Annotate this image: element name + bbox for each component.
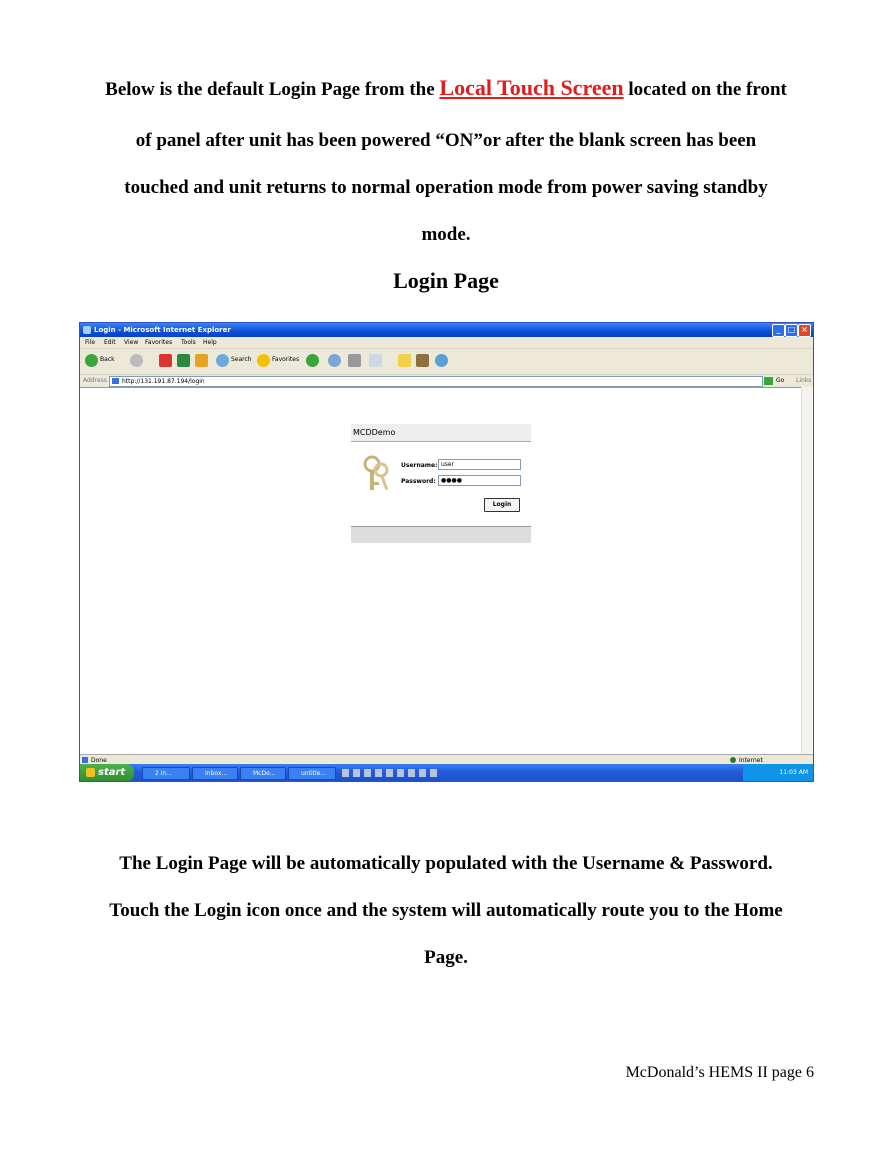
links-label[interactable]: Links <box>796 377 812 384</box>
globe-icon <box>730 757 736 763</box>
taskbar-item-inbox[interactable]: Inbox... <box>192 767 238 780</box>
outro-line-2: Touch the Login icon once and the system will automatically route you to the Home <box>109 900 783 921</box>
taskbar <box>80 764 813 782</box>
search-button[interactable]: Search <box>231 356 252 363</box>
password-label: Password: <box>401 478 436 485</box>
stop-icon[interactable] <box>159 354 172 367</box>
go-button[interactable]: Go <box>776 377 785 384</box>
edit-icon[interactable] <box>369 354 382 367</box>
menu-view[interactable]: View <box>124 339 139 346</box>
page-footer: McDonald’s HEMS II page 6 <box>625 1064 814 1081</box>
intro-line-2: of panel after unit has been powered “ON”or after the blank screen has been <box>135 130 757 151</box>
forward-icon[interactable] <box>130 354 143 367</box>
close-icon[interactable]: × <box>798 324 811 337</box>
back-icon[interactable] <box>85 354 98 367</box>
panel-title: MCDDemo <box>353 428 396 437</box>
taskbar-item-mcdo[interactable]: McDo... <box>240 767 286 780</box>
toolbar <box>80 348 813 374</box>
print-icon[interactable] <box>348 354 361 367</box>
clock: 11:03 AM <box>779 769 808 776</box>
username-field[interactable]: user <box>438 459 521 470</box>
mail-icon[interactable] <box>328 354 341 367</box>
keys-icon <box>361 454 393 494</box>
menu-tools[interactable]: Tools <box>181 339 196 346</box>
page-done-icon <box>82 757 88 763</box>
page-content <box>80 387 803 755</box>
menu-file[interactable]: File <box>85 339 96 346</box>
maximize-icon[interactable]: □ <box>785 324 798 337</box>
messenger-icon[interactable] <box>435 354 448 367</box>
password-field[interactable]: ●●●● <box>438 475 521 486</box>
window-titlebar <box>80 323 813 337</box>
panel-footer <box>351 526 531 543</box>
local-touch-screen-highlight: Local Touch Screen <box>439 75 624 100</box>
panel-header <box>351 424 531 442</box>
outro-line-3: Page. <box>424 947 468 968</box>
menu-edit[interactable]: Edit <box>104 339 116 346</box>
minimize-icon[interactable]: _ <box>772 324 785 337</box>
address-bar <box>80 374 813 387</box>
intro-paragraph <box>60 75 832 255</box>
zone-text: Internet <box>739 757 763 764</box>
page-icon <box>112 378 119 384</box>
login-panel <box>351 424 531 542</box>
intro-line-3: touched and unit returns to normal operation mode from power saving standby <box>124 177 768 198</box>
vertical-scrollbar[interactable] <box>801 387 813 754</box>
outro-line-1: The Login Page will be automatically populated with the Username & Password. <box>119 853 773 874</box>
menu-bar <box>80 337 813 348</box>
username-label: Username: <box>401 462 438 469</box>
address-input[interactable]: http://131.191.87.194/login <box>109 376 763 387</box>
system-tray <box>743 764 813 782</box>
search-icon[interactable] <box>216 354 229 367</box>
login-button[interactable]: Login <box>484 498 520 512</box>
history-icon[interactable] <box>306 354 319 367</box>
window-title: Login - Microsoft Internet Explorer <box>94 326 231 334</box>
menu-help[interactable]: Help <box>203 339 217 346</box>
back-button[interactable]: Back <box>100 356 115 363</box>
research-icon[interactable] <box>416 354 429 367</box>
folder-icon[interactable] <box>398 354 411 367</box>
refresh-icon[interactable] <box>177 354 190 367</box>
quick-launch-icons[interactable] <box>342 769 437 777</box>
status-text: Done <box>91 757 107 764</box>
intro-line-4: mode. <box>421 224 471 245</box>
ie-icon <box>83 326 91 334</box>
browser-screenshot <box>79 322 814 782</box>
favorites-star-icon[interactable] <box>257 354 270 367</box>
go-arrow-icon[interactable] <box>764 377 773 385</box>
windows-logo-icon <box>86 768 95 777</box>
home-icon[interactable] <box>195 354 208 367</box>
favorites-button[interactable]: Favorites <box>272 356 300 363</box>
start-button[interactable]: start <box>80 764 134 782</box>
page-heading: Login Page <box>393 268 499 293</box>
taskbar-item-ie[interactable]: 2 In... <box>142 767 190 780</box>
address-label: Address <box>83 377 107 384</box>
menu-favorites[interactable]: Favorites <box>145 339 173 346</box>
intro-line-1: Below is the default Login Page from the Local Touch Screen located on the front <box>105 75 787 100</box>
outro-paragraph <box>60 853 832 973</box>
taskbar-item-untitled[interactable]: untitle... <box>288 767 336 780</box>
